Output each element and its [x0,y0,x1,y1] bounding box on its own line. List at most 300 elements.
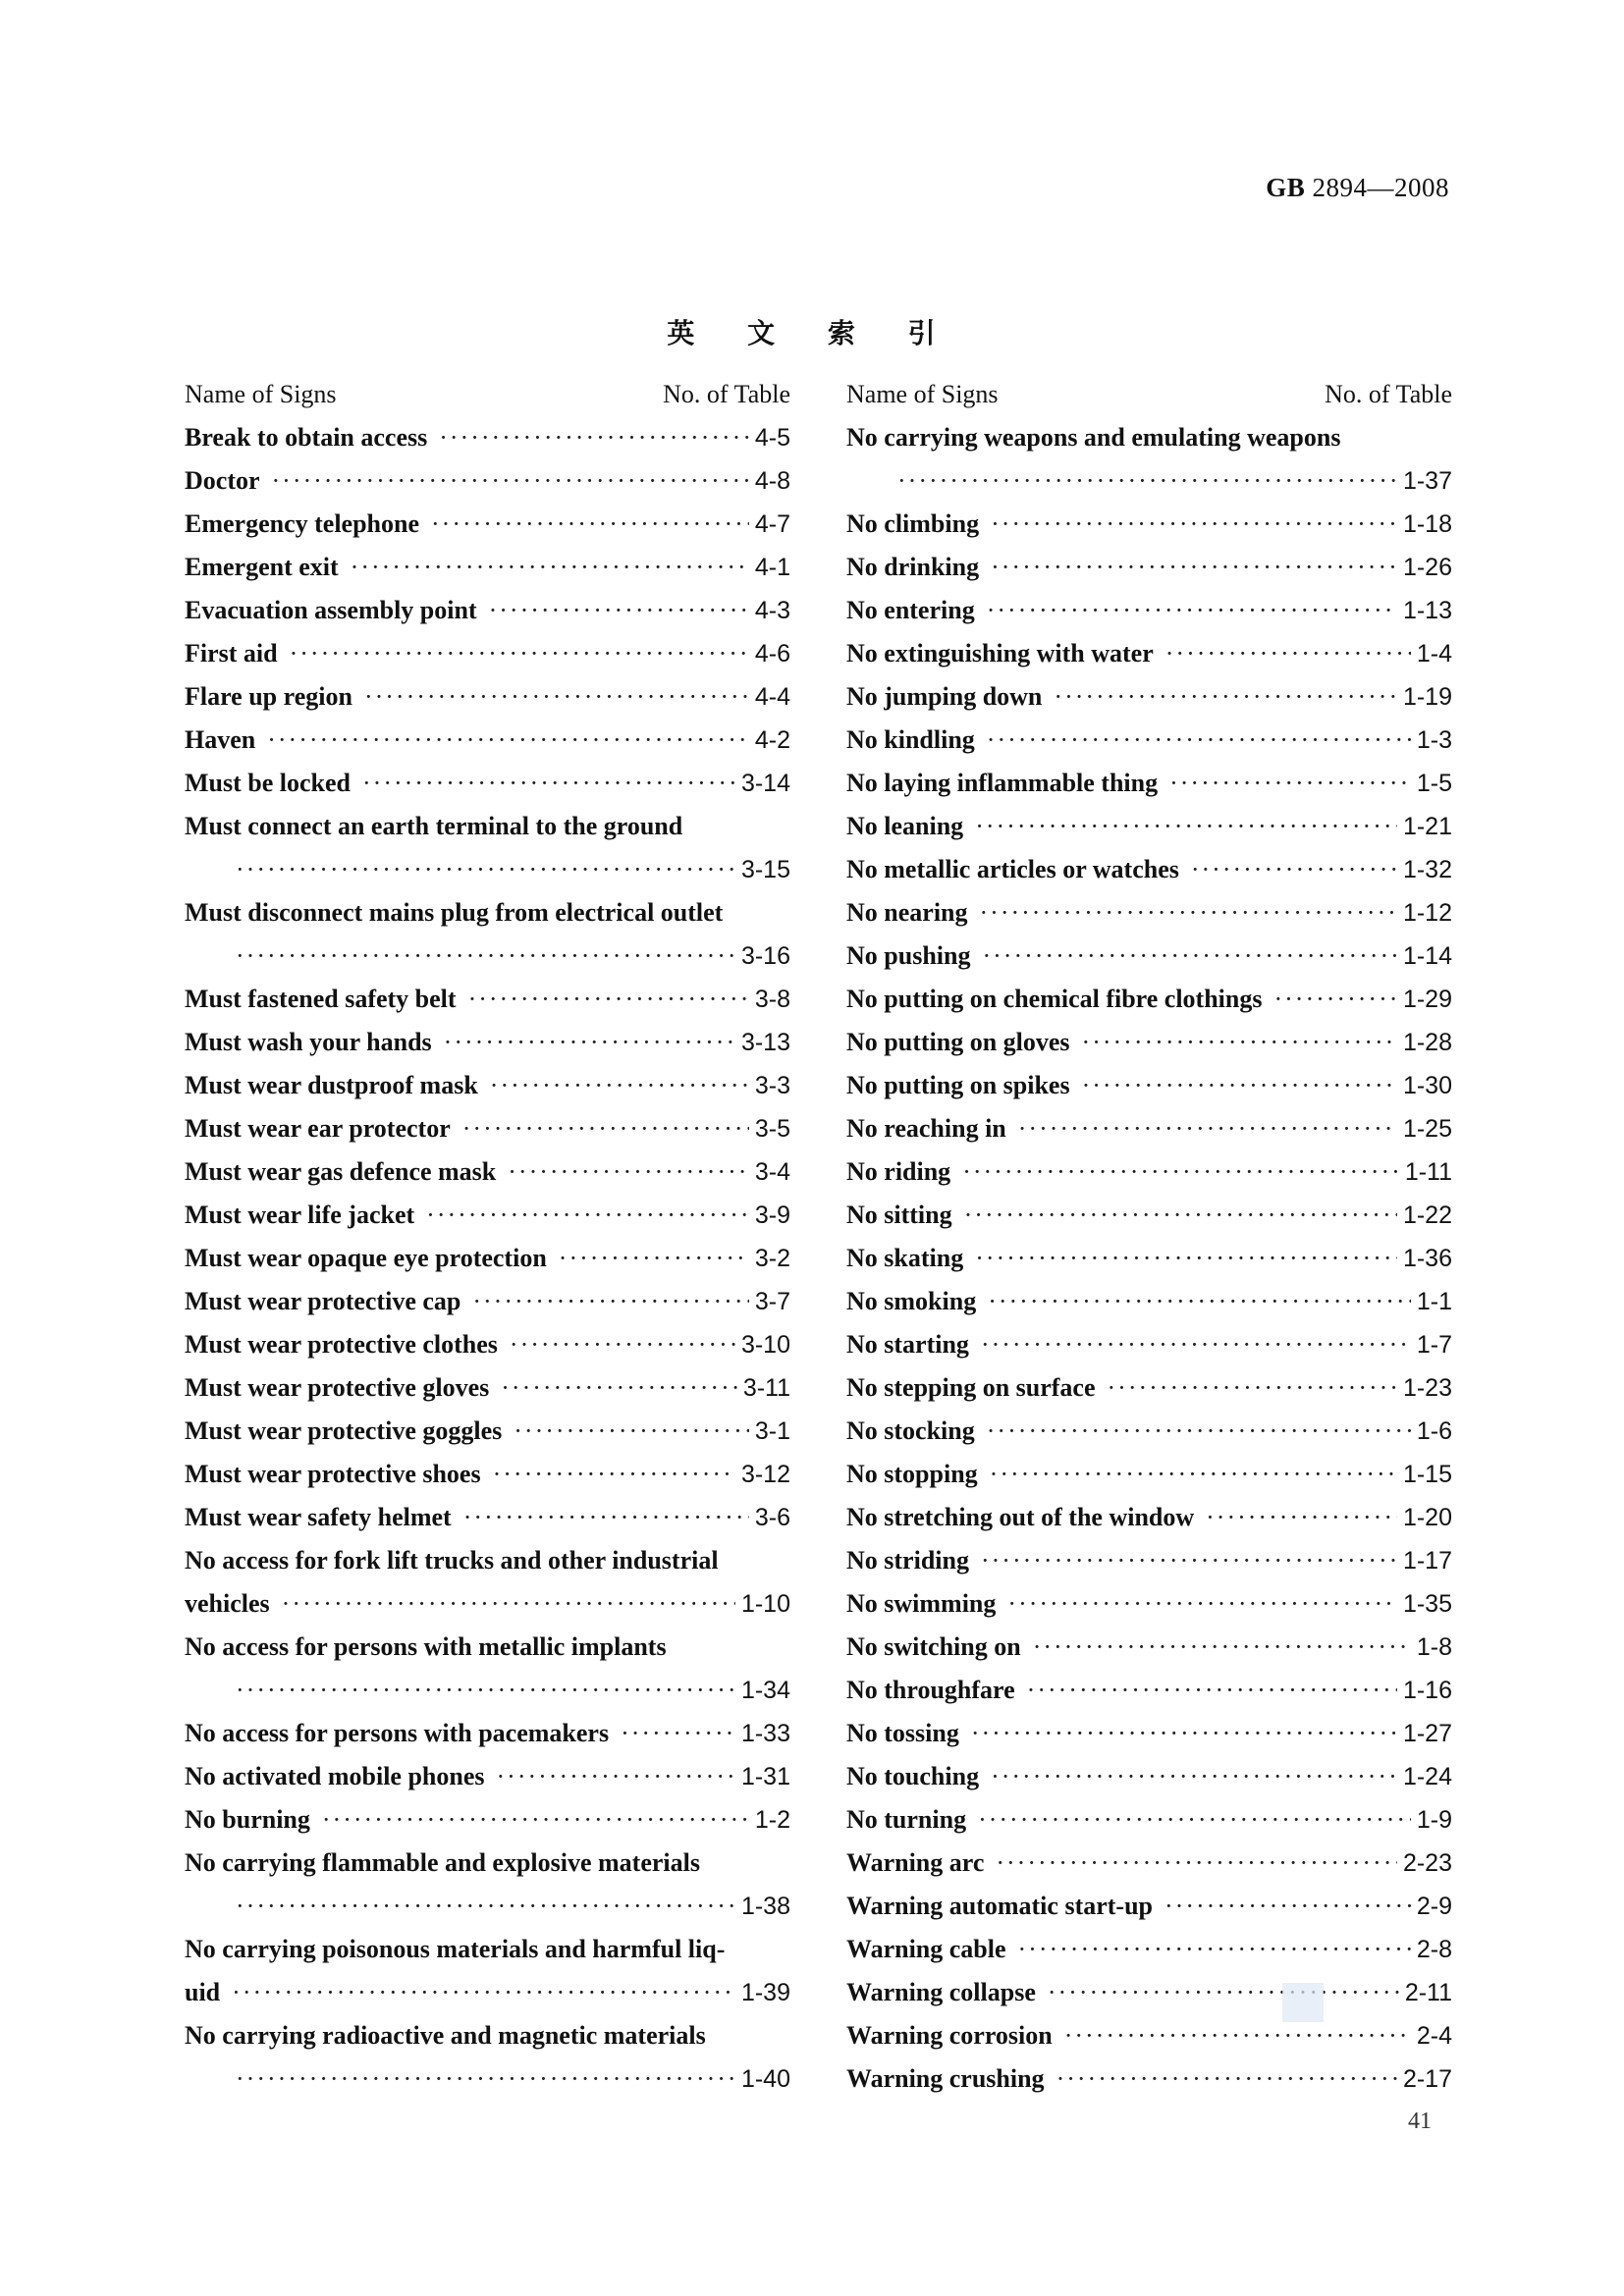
index-entry [185,1626,790,1669]
leader-dots [1048,1971,1399,2014]
leader-dots [991,503,1397,546]
entry-name: Flare up region [185,682,352,711]
entry-name: No reaching in [846,1114,1006,1143]
index-entry [185,1366,790,1410]
entry-table-number: 1-29 [1402,986,1452,1013]
entry-table-number: 1-30 [1402,1072,1452,1099]
index-entry [846,1366,1452,1410]
entry-name: Must disconnect mains plug from electrical outlet [185,898,724,927]
entry-name: Must wear gas defence mask [185,1157,497,1186]
leader-dots [462,1107,749,1150]
entry-name: Must wear protective goggles [185,1416,503,1445]
entry-table-number: 1-9 [1416,1806,1452,1834]
entry-table-number: 1-33 [740,1720,790,1747]
index-entry-continuation [185,1971,790,2014]
entry-table-number: 4-1 [754,554,790,581]
index-entry [846,1453,1452,1496]
entry-table-number: 3-3 [754,1072,790,1099]
entry-table-number: 3-9 [754,1201,790,1229]
index-entry [185,1150,790,1194]
index-entry [846,675,1452,719]
entry-name: No skating [846,1244,964,1272]
leader-dots [981,1539,1397,1582]
column-header [846,373,1452,416]
index-entry [185,416,790,459]
entry-table-number: 1-37 [1402,467,1452,495]
leader-dots [981,1323,1411,1366]
standard-number: 2894—2008 [1312,173,1449,202]
leader-dots [1018,1107,1397,1150]
entry-table-number: 1-12 [1402,899,1452,927]
index-entry-continuation [185,848,790,891]
entry-name: No leaning [846,812,964,840]
entry-name: Must wear ear protector [185,1114,451,1143]
index-entry [846,503,1452,546]
index-entry [846,1842,1452,1885]
leader-dots [290,632,749,675]
entry-table-number: 1-2 [754,1806,790,1834]
leader-dots [621,1712,735,1755]
entry-table-number: 2-11 [1404,1979,1452,2006]
leader-dots [431,503,749,546]
entry-name: No sitting [846,1201,952,1229]
index-entry [185,1410,790,1453]
leader-dots [975,805,1397,848]
index-entry [185,1798,790,1842]
entry-name: Warning cable [846,1935,1006,1963]
index-entry-continuation [185,2057,790,2101]
entry-name: Must wear protective shoes [185,1460,481,1488]
leader-dots [1056,2057,1397,2101]
leader-dots [510,1323,735,1366]
entry-table-number: 1-38 [740,1893,790,1920]
entry-table-number: 1-23 [1402,1374,1452,1402]
entry-name: Doctor [185,466,260,495]
leader-dots [980,891,1397,934]
entry-name: No stocking [846,1416,975,1445]
index-column-right [846,373,1452,2101]
index-entry [846,1582,1452,1626]
entry-name: No stretching out of the window [846,1503,1195,1531]
leader-dots [1007,1582,1397,1626]
index-entry [846,1280,1452,1323]
leader-dots [472,1280,749,1323]
leader-dots [272,459,749,503]
index-entry [185,1539,790,1582]
leader-dots [439,416,749,459]
entry-name: Must wear protective cap [185,1287,461,1315]
entry-table-number: 3-14 [740,770,790,797]
entry-name: No putting on spikes [846,1071,1070,1099]
leader-dots [490,1064,749,1107]
entry-name: No stopping [846,1460,978,1488]
index-entry [185,1064,790,1107]
entry-name: No climbing [846,509,980,538]
index-entry [846,805,1452,848]
entry-table-number: 2-23 [1402,1849,1452,1877]
leader-dots [497,1755,735,1798]
index-entry [846,1626,1452,1669]
entry-table-number: 1-11 [1404,1158,1452,1186]
leader-dots [236,1885,735,1928]
leader-dots [463,1496,749,1539]
leader-dots [987,719,1411,762]
index-entry-continuation [185,934,790,978]
entry-name: No carrying weapons and emulating weapons [846,423,1341,452]
entry-table-number: 1-36 [1402,1245,1452,1272]
leader-dots [426,1194,749,1237]
entry-name: No putting on gloves [846,1028,1070,1056]
index-entry [846,1755,1452,1798]
entry-name: Must be locked [185,769,351,797]
entry-table-number: 2-17 [1402,2065,1452,2093]
entry-name: Warning collapse [846,1978,1036,2006]
entry-name: No pushing [846,941,971,970]
index-entry [846,1971,1452,2014]
entry-name-continuation: uid [185,1978,221,2006]
leader-dots [501,1366,737,1410]
entry-name: No carrying flammable and explosive materials [185,1848,700,1877]
entry-table-number: 1-14 [1402,942,1452,970]
leader-dots [982,934,1396,978]
index-entry [185,1021,790,1064]
entry-name: No switching on [846,1632,1021,1661]
entry-name: Must wear dustproof mask [185,1071,478,1099]
index-entry [846,1539,1452,1582]
entry-table-number: 1-17 [1402,1547,1452,1575]
index-entry [846,762,1452,805]
entry-table-number: 2-9 [1416,1893,1452,1920]
entry-name: No nearing [846,898,968,927]
leader-dots [322,1798,749,1842]
entry-name: Must wear life jacket [185,1201,415,1229]
index-entry [846,1798,1452,1842]
index-entry [846,1712,1452,1755]
index-entry [185,1323,790,1366]
leader-dots [1206,1496,1397,1539]
entry-name: No smoking [846,1287,977,1315]
entry-table-number: 1-22 [1402,1201,1452,1229]
entry-table-number: 3-2 [754,1245,790,1272]
entry-name: Must wear protective gloves [185,1373,490,1402]
header-name-of-signs: Name of Signs [846,380,999,408]
index-entry-continuation [185,1582,790,1626]
index-entry [185,1496,790,1539]
header-no-of-table: No. of Table [663,380,790,408]
entry-table-number: 3-12 [740,1461,790,1488]
index-entry [185,1280,790,1323]
standard-code [1266,173,1449,203]
index-entry [846,589,1452,632]
leader-dots [1108,1366,1397,1410]
entry-name: No access for fork lift trucks and other industrial [185,1546,719,1575]
entry-name: Must fastened safety belt [185,985,457,1013]
leader-dots [364,675,749,719]
leader-dots [1164,1885,1411,1928]
leader-dots [236,2057,735,2101]
index-entry [846,1410,1452,1453]
standard-prefix: GB [1266,173,1306,202]
column-header [185,373,790,416]
leader-dots [351,546,749,589]
index-entry-continuation [185,1669,790,1712]
entry-name: Must wear safety helmet [185,1503,452,1531]
entry-table-number: 3-7 [754,1288,790,1315]
index-entry [846,1021,1452,1064]
entry-table-number: 1-40 [740,2065,790,2093]
index-entry [185,459,790,503]
entry-table-number: 1-26 [1402,554,1452,581]
entry-name: No carrying radioactive and magnetic materials [185,2021,706,2050]
index-entry [185,1928,790,1971]
leader-dots [1169,762,1411,805]
leader-dots [1082,1064,1397,1107]
leader-dots [232,1971,735,2014]
leader-dots [282,1582,735,1626]
index-entry [185,546,790,589]
leader-dots [1064,2014,1411,2057]
entry-table-number: 1-16 [1402,1677,1452,1704]
entry-table-number: 4-4 [754,683,790,711]
index-entry-continuation [185,1885,790,1928]
index-entry [185,632,790,675]
index-entry [846,934,1452,978]
leader-dots [975,1237,1397,1280]
entry-name: Must wear opaque eye protection [185,1244,547,1272]
entry-name: No drinking [846,553,980,581]
leader-dots [1082,1021,1397,1064]
entry-name: Emergency telephone [185,509,420,538]
entry-table-number: 1-4 [1416,640,1452,667]
index-entry [185,891,790,934]
index-entry [185,1755,790,1798]
entry-name: No starting [846,1330,969,1359]
leader-dots [489,589,749,632]
entry-table-number: 3-5 [754,1115,790,1143]
leader-dots [1165,632,1411,675]
entry-name: Must wear protective clothes [185,1330,498,1359]
entry-name: Warning crushing [846,2064,1045,2093]
entry-table-number: 4-7 [754,510,790,538]
entry-table-number: 4-5 [754,424,790,452]
index-entry [185,589,790,632]
entry-name: Warning arc [846,1848,985,1877]
leader-dots [362,762,735,805]
header-no-of-table: No. of Table [1325,380,1452,408]
index-entry [185,675,790,719]
entry-name: First aid [185,639,278,667]
entry-name: Warning automatic start-up [846,1892,1153,1920]
entry-name-continuation: vehicles [185,1589,270,1618]
leader-dots [468,978,749,1021]
entry-name: Haven [185,725,256,754]
entry-name: No entering [846,596,975,624]
leader-dots [987,1410,1411,1453]
entry-table-number: 1-13 [1402,597,1452,624]
index-entry [846,1928,1452,1971]
entry-table-number: 1-25 [1402,1115,1452,1143]
entry-table-number: 4-8 [754,467,790,495]
entry-table-number: 1-18 [1402,510,1452,538]
page-title: 英 文 索 引 [667,317,957,349]
entry-table-number: 4-6 [754,640,790,667]
leader-dots [988,1280,1411,1323]
entry-name: No striding [846,1546,969,1575]
entry-table-number: 1-35 [1402,1590,1452,1618]
index-entry [846,1150,1452,1194]
index-entry [846,2014,1452,2057]
entry-table-number: 1-3 [1416,726,1452,754]
entry-table-number: 1-6 [1416,1417,1452,1445]
entry-name: No metallic articles or watches [846,855,1179,883]
entry-table-number: 1-34 [740,1677,790,1704]
entry-table-number: 1-10 [740,1590,790,1618]
index-entry [846,1669,1452,1712]
entry-table-number: 1-24 [1402,1763,1452,1790]
entry-name: No jumping down [846,682,1043,711]
index-entry [185,1453,790,1496]
entry-name: Must connect an earth terminal to the ground [185,812,683,840]
leader-dots [1273,978,1396,1021]
entry-table-number: 3-4 [754,1158,790,1186]
leader-dots [971,1712,1397,1755]
index-entry [846,719,1452,762]
entry-name: No riding [846,1157,951,1186]
watermark-stamp [1282,1983,1324,2022]
index-entry [846,1496,1452,1539]
entry-table-number: 1-31 [740,1763,790,1790]
entry-table-number: 1-8 [1416,1633,1452,1661]
entry-table-number: 1-39 [740,1979,790,2006]
entry-table-number: 3-15 [740,856,790,883]
index-entry [846,1323,1452,1366]
entry-name: No turning [846,1805,967,1834]
entry-name: Warning corrosion [846,2021,1053,2050]
entry-table-number: 2-8 [1416,1936,1452,1963]
index-entry [846,1107,1452,1150]
entry-name: No kindling [846,725,975,754]
index-entry [185,2014,790,2057]
leader-dots [508,1150,749,1194]
leader-dots [1054,675,1397,719]
entry-name: No extinguishing with water [846,639,1154,667]
leader-dots [236,934,735,978]
entry-table-number: 4-3 [754,597,790,624]
entry-name: No throughfare [846,1676,1015,1704]
leader-dots [1027,1669,1397,1712]
entry-name: No swimming [846,1589,997,1618]
entry-table-number: 1-20 [1402,1504,1452,1531]
entry-name: No access for persons with pacemakers [185,1719,610,1747]
index-entry [185,762,790,805]
leader-dots [514,1410,749,1453]
index-entry [185,719,790,762]
entry-table-number: 1-27 [1402,1720,1452,1747]
entry-name: Break to obtain access [185,423,428,452]
leader-dots [996,1842,1397,1885]
entry-table-number: 1-1 [1416,1288,1452,1315]
entry-name: No burning [185,1805,310,1834]
entry-table-number: 1-5 [1416,770,1452,797]
index-column-left [185,373,790,2101]
entry-table-number: 1-15 [1402,1461,1452,1488]
entry-table-number: 3-1 [754,1417,790,1445]
entry-table-number: 3-13 [740,1029,790,1056]
entry-name: No access for persons with metallic implants [185,1632,667,1661]
index-entry [846,2057,1452,2101]
entry-name: No touching [846,1762,980,1790]
index-entry [846,1064,1452,1107]
index-entry [846,1194,1452,1237]
leader-dots [978,1798,1411,1842]
index-entry [185,503,790,546]
index-entry [185,805,790,848]
entry-table-number: 1-28 [1402,1029,1452,1056]
index-entry [185,1712,790,1755]
entry-table-number: 2-4 [1416,2022,1452,2050]
entry-name: Evacuation assembly point [185,596,477,624]
entry-table-number: 3-16 [740,942,790,970]
leader-dots [991,546,1397,589]
index-entry [846,1885,1452,1928]
leader-dots [236,1669,735,1712]
index-entry [185,978,790,1021]
index-entry [846,978,1452,1021]
index-entry-continuation [846,459,1452,503]
index-entry [846,546,1452,589]
index-entry [846,416,1452,459]
entry-name: Must wash your hands [185,1028,432,1056]
entry-name: No putting on chemical fibre clothings [846,985,1263,1013]
index-entry [185,1237,790,1280]
leader-dots [1033,1626,1411,1669]
index-entry [846,848,1452,891]
leader-dots [962,1150,1399,1194]
index-entry [846,1237,1452,1280]
leader-dots [493,1453,735,1496]
entry-name: Emergent exit [185,553,339,581]
entry-table-number: 3-11 [742,1374,790,1402]
index-entry [185,1107,790,1150]
index-entry [185,1842,790,1885]
leader-dots [991,1755,1397,1798]
leader-dots [964,1194,1397,1237]
entry-table-number: 1-21 [1402,813,1452,840]
entry-table-number: 3-8 [754,986,790,1013]
entry-table-number: 3-6 [754,1504,790,1531]
entry-name: No laying inflammable thing [846,769,1159,797]
leader-dots [559,1237,749,1280]
leader-dots [1191,848,1397,891]
entry-table-number: 3-10 [740,1331,790,1359]
leader-dots [990,1453,1397,1496]
leader-dots [897,459,1397,503]
index-entry [846,891,1452,934]
leader-dots [987,589,1397,632]
leader-dots [444,1021,735,1064]
index-entry [185,1194,790,1237]
leader-dots [236,848,735,891]
entry-name: No carrying poisonous materials and harmful liq- [185,1935,726,1963]
entry-table-number: 1-7 [1416,1331,1452,1359]
entry-table-number: 1-32 [1402,856,1452,883]
entry-name: No activated mobile phones [185,1762,485,1790]
entry-table-number: 4-2 [754,726,790,754]
entry-name: No tossing [846,1719,959,1747]
leader-dots [267,719,749,762]
index-entry [846,632,1452,675]
page-number: 41 [1408,2109,1432,2134]
